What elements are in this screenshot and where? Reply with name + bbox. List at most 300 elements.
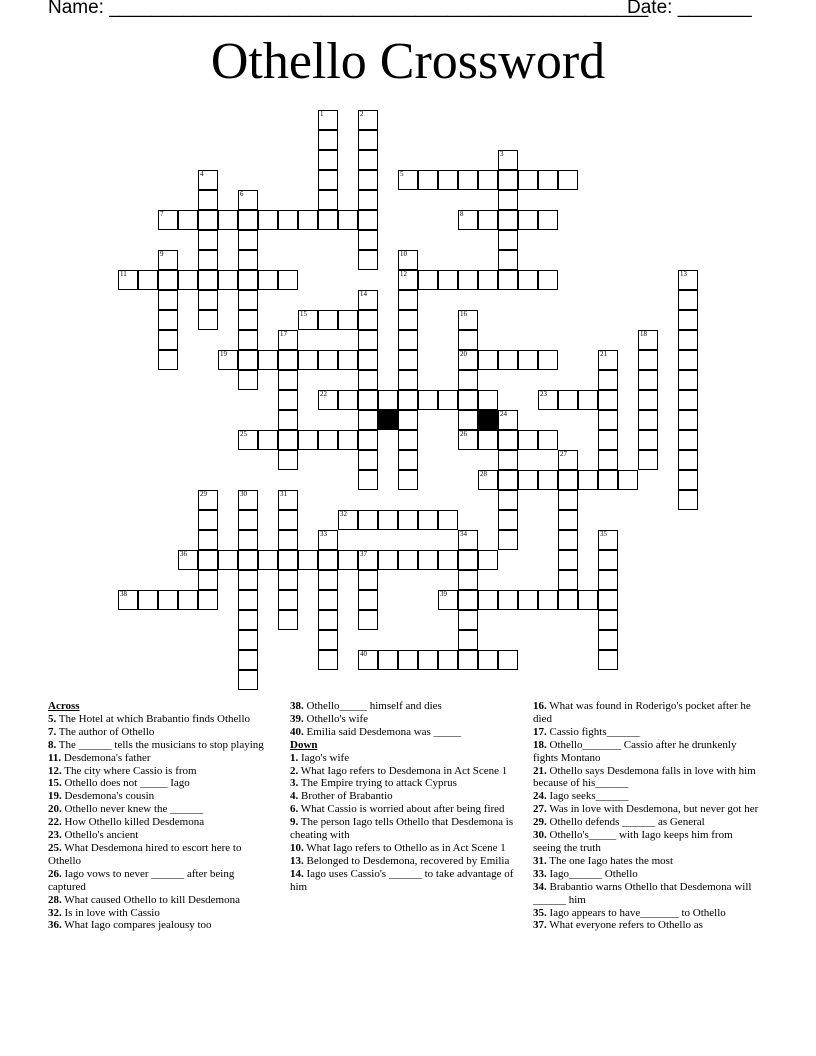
clue-number-label: 10. bbox=[290, 841, 304, 854]
grid-cell[interactable] bbox=[418, 390, 438, 410]
grid-cell[interactable] bbox=[278, 210, 298, 230]
grid-cell[interactable] bbox=[358, 450, 378, 470]
grid-cell[interactable] bbox=[118, 590, 138, 610]
grid-cell[interactable] bbox=[598, 530, 618, 550]
grid-cell[interactable] bbox=[198, 170, 218, 190]
grid-cell[interactable] bbox=[678, 270, 698, 290]
grid-cell[interactable] bbox=[258, 350, 278, 370]
grid-cell[interactable] bbox=[478, 350, 498, 370]
clue-item bbox=[48, 713, 273, 726]
clue-text: The ______ tells the musicians to stop playing bbox=[56, 738, 264, 751]
grid-cell[interactable] bbox=[558, 170, 578, 190]
grid-cell[interactable] bbox=[158, 270, 178, 290]
grid-cell[interactable] bbox=[318, 390, 338, 410]
grid-cell[interactable] bbox=[438, 510, 458, 530]
grid-cell[interactable] bbox=[458, 430, 478, 450]
grid-cell[interactable] bbox=[458, 370, 478, 390]
grid-cell[interactable] bbox=[458, 310, 478, 330]
grid-cell[interactable] bbox=[558, 470, 578, 490]
grid-cell[interactable] bbox=[398, 170, 418, 190]
clue-item bbox=[533, 790, 763, 803]
grid-cell[interactable] bbox=[358, 290, 378, 310]
grid-cell[interactable] bbox=[558, 490, 578, 510]
grid-cell[interactable] bbox=[598, 570, 618, 590]
grid-cell[interactable] bbox=[358, 350, 378, 370]
grid-cell[interactable] bbox=[158, 250, 178, 270]
grid-cell[interactable] bbox=[498, 150, 518, 170]
grid-cell[interactable] bbox=[538, 350, 558, 370]
grid-cell[interactable] bbox=[418, 650, 438, 670]
grid-cell[interactable] bbox=[538, 470, 558, 490]
grid-cell[interactable] bbox=[458, 410, 478, 430]
grid-cell[interactable] bbox=[318, 650, 338, 670]
grid-cell[interactable] bbox=[678, 390, 698, 410]
grid-cell[interactable] bbox=[498, 510, 518, 530]
grid-cell[interactable] bbox=[538, 270, 558, 290]
grid-cell[interactable] bbox=[238, 570, 258, 590]
grid-cell[interactable] bbox=[618, 470, 638, 490]
grid-cell[interactable] bbox=[398, 550, 418, 570]
grid-cell[interactable] bbox=[158, 590, 178, 610]
grid-cell[interactable] bbox=[278, 410, 298, 430]
grid-cell[interactable] bbox=[518, 430, 538, 450]
grid-cell[interactable] bbox=[278, 490, 298, 510]
grid-cell[interactable] bbox=[378, 650, 398, 670]
grid-cell[interactable] bbox=[498, 450, 518, 470]
grid-cell[interactable] bbox=[278, 550, 298, 570]
grid-cell[interactable] bbox=[238, 610, 258, 630]
clue-text: Othello_______ Cassio after he drunkenly fights Montano bbox=[533, 738, 737, 764]
grid-cell[interactable] bbox=[678, 330, 698, 350]
grid-cell[interactable] bbox=[318, 170, 338, 190]
grid-cell[interactable] bbox=[598, 550, 618, 570]
grid-cell[interactable] bbox=[598, 410, 618, 430]
grid-cell[interactable] bbox=[538, 430, 558, 450]
grid-cell[interactable] bbox=[278, 350, 298, 370]
grid-cell[interactable] bbox=[518, 170, 538, 190]
grid-cell[interactable] bbox=[458, 170, 478, 190]
grid-cell[interactable] bbox=[538, 590, 558, 610]
grid-cell[interactable] bbox=[198, 530, 218, 550]
grid-cell[interactable] bbox=[198, 310, 218, 330]
grid-cell[interactable] bbox=[598, 650, 618, 670]
grid-cell[interactable] bbox=[678, 350, 698, 370]
grid-cell[interactable] bbox=[358, 110, 378, 130]
grid-cell[interactable] bbox=[458, 530, 478, 550]
grid-cell[interactable] bbox=[558, 390, 578, 410]
grid-cell[interactable] bbox=[478, 390, 498, 410]
grid-cell[interactable] bbox=[438, 590, 458, 610]
black-square bbox=[478, 410, 498, 430]
grid-cell[interactable] bbox=[258, 430, 278, 450]
clue-number: 29 bbox=[200, 490, 207, 498]
grid-cell[interactable] bbox=[558, 450, 578, 470]
grid-cell[interactable] bbox=[478, 650, 498, 670]
grid-cell[interactable] bbox=[438, 650, 458, 670]
grid-cell[interactable] bbox=[538, 210, 558, 230]
grid-cell[interactable] bbox=[638, 410, 658, 430]
grid-cell[interactable] bbox=[358, 150, 378, 170]
grid-cell[interactable] bbox=[358, 510, 378, 530]
grid-cell[interactable] bbox=[318, 430, 338, 450]
grid-cell[interactable] bbox=[358, 370, 378, 390]
grid-cell[interactable] bbox=[538, 390, 558, 410]
grid-cell[interactable] bbox=[458, 350, 478, 370]
grid-cell[interactable] bbox=[398, 330, 418, 350]
grid-cell[interactable] bbox=[418, 270, 438, 290]
grid-cell[interactable] bbox=[598, 590, 618, 610]
across-heading: Across bbox=[48, 700, 80, 712]
grid-cell[interactable] bbox=[238, 550, 258, 570]
grid-cell[interactable] bbox=[298, 550, 318, 570]
clue-number: 37 bbox=[360, 550, 367, 558]
grid-cell[interactable] bbox=[358, 610, 378, 630]
grid-cell[interactable] bbox=[318, 610, 338, 630]
grid-cell[interactable] bbox=[158, 330, 178, 350]
grid-cell[interactable] bbox=[138, 590, 158, 610]
grid-cell[interactable] bbox=[538, 170, 558, 190]
grid-cell[interactable] bbox=[298, 430, 318, 450]
clue-number: 17 bbox=[280, 330, 287, 338]
grid-cell[interactable] bbox=[478, 550, 498, 570]
grid-cell[interactable] bbox=[378, 550, 398, 570]
grid-cell[interactable] bbox=[158, 310, 178, 330]
grid-cell[interactable] bbox=[238, 350, 258, 370]
grid-cell[interactable] bbox=[518, 590, 538, 610]
grid-cell[interactable] bbox=[398, 410, 418, 430]
grid-cell[interactable] bbox=[358, 330, 378, 350]
grid-cell[interactable] bbox=[238, 670, 258, 690]
grid-cell[interactable] bbox=[438, 270, 458, 290]
grid-cell[interactable] bbox=[498, 270, 518, 290]
grid-cell[interactable] bbox=[478, 210, 498, 230]
grid-cell[interactable] bbox=[638, 350, 658, 370]
grid-cell[interactable] bbox=[678, 310, 698, 330]
grid-cell[interactable] bbox=[598, 350, 618, 370]
grid-cell[interactable] bbox=[278, 450, 298, 470]
grid-cell[interactable] bbox=[298, 350, 318, 370]
grid-cell[interactable] bbox=[318, 210, 338, 230]
grid-cell[interactable] bbox=[398, 370, 418, 390]
grid-cell[interactable] bbox=[238, 490, 258, 510]
grid-cell[interactable] bbox=[578, 390, 598, 410]
clue-item bbox=[290, 803, 520, 816]
grid-cell[interactable] bbox=[198, 230, 218, 250]
grid-cell[interactable] bbox=[178, 550, 198, 570]
grid-cell[interactable] bbox=[358, 390, 378, 410]
grid-cell[interactable] bbox=[478, 170, 498, 190]
grid-cell[interactable] bbox=[218, 210, 238, 230]
grid-cell[interactable] bbox=[358, 650, 378, 670]
grid-cell[interactable] bbox=[278, 390, 298, 410]
grid-cell[interactable] bbox=[278, 530, 298, 550]
grid-cell[interactable] bbox=[238, 310, 258, 330]
grid-cell[interactable] bbox=[458, 590, 478, 610]
grid-cell[interactable] bbox=[318, 550, 338, 570]
grid-cell[interactable] bbox=[458, 570, 478, 590]
grid-cell[interactable] bbox=[358, 250, 378, 270]
grid-cell[interactable] bbox=[298, 310, 318, 330]
grid-cell[interactable] bbox=[498, 250, 518, 270]
grid-cell[interactable] bbox=[498, 350, 518, 370]
grid-cell[interactable] bbox=[498, 190, 518, 210]
grid-cell[interactable] bbox=[298, 210, 318, 230]
grid-cell[interactable] bbox=[318, 630, 338, 650]
grid-cell[interactable] bbox=[138, 270, 158, 290]
clue-number: 39 bbox=[440, 590, 447, 598]
grid-cell[interactable] bbox=[598, 450, 618, 470]
grid-cell[interactable] bbox=[558, 550, 578, 570]
grid-cell[interactable] bbox=[278, 610, 298, 630]
grid-cell[interactable] bbox=[158, 290, 178, 310]
grid-cell[interactable] bbox=[318, 130, 338, 150]
grid-cell[interactable] bbox=[238, 370, 258, 390]
grid-cell[interactable] bbox=[438, 170, 458, 190]
clue-item bbox=[290, 777, 520, 790]
grid-cell[interactable] bbox=[338, 390, 358, 410]
grid-cell[interactable] bbox=[338, 550, 358, 570]
grid-cell[interactable] bbox=[458, 210, 478, 230]
grid-cell[interactable] bbox=[178, 210, 198, 230]
grid-cell[interactable] bbox=[398, 470, 418, 490]
grid-cell[interactable] bbox=[258, 210, 278, 230]
grid-cell[interactable] bbox=[498, 470, 518, 490]
grid-cell[interactable] bbox=[558, 530, 578, 550]
grid-cell[interactable] bbox=[598, 470, 618, 490]
clue-number-label: 4. bbox=[290, 790, 299, 803]
grid-cell[interactable] bbox=[478, 270, 498, 290]
grid-cell[interactable] bbox=[198, 550, 218, 570]
grid-cell[interactable] bbox=[318, 530, 338, 550]
grid-cell[interactable] bbox=[498, 490, 518, 510]
clue-text: Othello's wife bbox=[303, 712, 369, 725]
grid-cell[interactable] bbox=[558, 590, 578, 610]
grid-cell[interactable] bbox=[398, 270, 418, 290]
grid-cell[interactable] bbox=[278, 370, 298, 390]
grid-cell[interactable] bbox=[458, 390, 478, 410]
grid-cell[interactable] bbox=[398, 290, 418, 310]
grid-cell[interactable] bbox=[278, 590, 298, 610]
grid-cell[interactable] bbox=[198, 190, 218, 210]
grid-cell[interactable] bbox=[338, 510, 358, 530]
grid-cell[interactable] bbox=[418, 170, 438, 190]
grid-cell[interactable] bbox=[178, 270, 198, 290]
clue-item bbox=[48, 790, 273, 803]
grid-cell[interactable] bbox=[338, 430, 358, 450]
grid-cell[interactable] bbox=[498, 650, 518, 670]
grid-cell[interactable] bbox=[358, 470, 378, 490]
grid-cell[interactable] bbox=[178, 590, 198, 610]
grid-cell[interactable] bbox=[358, 310, 378, 330]
grid-cell[interactable] bbox=[638, 390, 658, 410]
grid-cell[interactable] bbox=[678, 370, 698, 390]
grid-cell[interactable] bbox=[678, 430, 698, 450]
grid-cell[interactable] bbox=[238, 590, 258, 610]
grid-cell[interactable] bbox=[278, 510, 298, 530]
grid-cell[interactable] bbox=[498, 170, 518, 190]
grid-cell[interactable] bbox=[598, 370, 618, 390]
clue-number: 30 bbox=[240, 490, 247, 498]
grid-cell[interactable] bbox=[118, 270, 138, 290]
grid-cell[interactable] bbox=[458, 330, 478, 350]
grid-cell[interactable] bbox=[238, 530, 258, 550]
clue-text: Othello_____ himself and dies bbox=[303, 700, 442, 712]
grid-cell[interactable] bbox=[678, 490, 698, 510]
grid-cell[interactable] bbox=[198, 510, 218, 530]
grid-cell[interactable] bbox=[158, 210, 178, 230]
grid-cell[interactable] bbox=[578, 470, 598, 490]
grid-cell[interactable] bbox=[278, 270, 298, 290]
grid-cell[interactable] bbox=[198, 250, 218, 270]
clue-number: 40 bbox=[360, 650, 367, 658]
grid-cell[interactable] bbox=[158, 350, 178, 370]
grid-cell[interactable] bbox=[238, 210, 258, 230]
grid-cell[interactable] bbox=[498, 210, 518, 230]
grid-cell[interactable] bbox=[638, 430, 658, 450]
grid-cell[interactable] bbox=[278, 430, 298, 450]
grid-cell[interactable] bbox=[478, 430, 498, 450]
grid-cell[interactable] bbox=[358, 590, 378, 610]
grid-cell[interactable] bbox=[558, 570, 578, 590]
grid-cell[interactable] bbox=[498, 230, 518, 250]
grid-cell[interactable] bbox=[398, 430, 418, 450]
grid-cell[interactable] bbox=[518, 270, 538, 290]
grid-cell[interactable] bbox=[278, 330, 298, 350]
grid-cell[interactable] bbox=[318, 190, 338, 210]
grid-cell[interactable] bbox=[438, 390, 458, 410]
grid-cell[interactable] bbox=[238, 650, 258, 670]
grid-cell[interactable] bbox=[238, 290, 258, 310]
grid-cell[interactable] bbox=[338, 310, 358, 330]
grid-cell[interactable] bbox=[318, 570, 338, 590]
grid-cell[interactable] bbox=[358, 410, 378, 430]
grid-cell[interactable] bbox=[238, 330, 258, 350]
grid-cell[interactable] bbox=[458, 610, 478, 630]
grid-cell[interactable] bbox=[398, 310, 418, 330]
grid-cell[interactable] bbox=[458, 270, 478, 290]
grid-cell[interactable] bbox=[198, 210, 218, 230]
grid-cell[interactable] bbox=[518, 210, 538, 230]
grid-cell[interactable] bbox=[358, 550, 378, 570]
clue-number: 19 bbox=[220, 350, 227, 358]
grid-cell[interactable] bbox=[498, 530, 518, 550]
grid-cell[interactable] bbox=[198, 590, 218, 610]
grid-cell[interactable] bbox=[318, 590, 338, 610]
grid-cell[interactable] bbox=[358, 130, 378, 150]
grid-cell[interactable] bbox=[198, 490, 218, 510]
grid-cell[interactable] bbox=[398, 390, 418, 410]
grid-cell[interactable] bbox=[398, 650, 418, 670]
grid-cell[interactable] bbox=[498, 430, 518, 450]
grid-cell[interactable] bbox=[318, 110, 338, 130]
grid-cell[interactable] bbox=[678, 290, 698, 310]
page-title: Othello Crossword bbox=[210, 33, 606, 90]
grid-cell[interactable] bbox=[358, 230, 378, 250]
clue-number: 5 bbox=[400, 170, 404, 178]
name-field[interactable]: Name: ___________________________________________________ bbox=[48, 0, 649, 18]
grid-cell[interactable] bbox=[678, 410, 698, 430]
clue-text: What was found in Roderigo's pocket after he died bbox=[533, 700, 751, 725]
grid-cell[interactable] bbox=[358, 570, 378, 590]
grid-cell[interactable] bbox=[238, 250, 258, 270]
grid-cell[interactable] bbox=[198, 270, 218, 290]
grid-cell[interactable] bbox=[258, 270, 278, 290]
grid-cell[interactable] bbox=[458, 650, 478, 670]
grid-cell[interactable] bbox=[678, 470, 698, 490]
grid-cell[interactable] bbox=[278, 570, 298, 590]
grid-cell[interactable] bbox=[518, 350, 538, 370]
grid-cell[interactable] bbox=[478, 590, 498, 610]
clue-number: 33 bbox=[320, 530, 327, 538]
grid-cell[interactable] bbox=[358, 170, 378, 190]
grid-cell[interactable] bbox=[598, 630, 618, 650]
grid-cell[interactable] bbox=[258, 550, 278, 570]
grid-cell[interactable] bbox=[398, 350, 418, 370]
grid-cell[interactable] bbox=[198, 290, 218, 310]
grid-cell[interactable] bbox=[418, 550, 438, 570]
grid-cell[interactable] bbox=[238, 230, 258, 250]
clue-item bbox=[290, 855, 520, 868]
clue-number: 25 bbox=[240, 430, 247, 438]
clue-number-label: 25. bbox=[48, 841, 62, 854]
clue-number-label: 38. bbox=[290, 700, 304, 712]
grid-cell[interactable] bbox=[218, 270, 238, 290]
grid-cell[interactable] bbox=[238, 190, 258, 210]
grid-cell[interactable] bbox=[338, 350, 358, 370]
clue-number-label: 18. bbox=[533, 738, 547, 751]
date-field[interactable]: Date: _______ bbox=[627, 0, 752, 18]
grid-cell[interactable] bbox=[218, 550, 238, 570]
grid-cell[interactable] bbox=[338, 210, 358, 230]
grid-cell[interactable] bbox=[678, 450, 698, 470]
grid-cell[interactable] bbox=[418, 510, 438, 530]
grid-cell[interactable] bbox=[378, 390, 398, 410]
grid-cell[interactable] bbox=[238, 270, 258, 290]
grid-cell[interactable] bbox=[638, 450, 658, 470]
grid-cell[interactable] bbox=[498, 590, 518, 610]
grid-cell[interactable] bbox=[518, 470, 538, 490]
grid-cell[interactable] bbox=[398, 510, 418, 530]
grid-cell[interactable] bbox=[198, 570, 218, 590]
grid-cell[interactable] bbox=[598, 390, 618, 410]
grid-cell[interactable] bbox=[358, 210, 378, 230]
grid-cell[interactable] bbox=[438, 550, 458, 570]
grid-cell[interactable] bbox=[598, 610, 618, 630]
clue-number-label: 6. bbox=[290, 803, 299, 816]
grid-cell[interactable] bbox=[318, 150, 338, 170]
grid-cell[interactable] bbox=[458, 630, 478, 650]
grid-cell[interactable] bbox=[398, 250, 418, 270]
grid-cell[interactable] bbox=[358, 430, 378, 450]
grid-cell[interactable] bbox=[558, 510, 578, 530]
grid-cell[interactable] bbox=[598, 430, 618, 450]
grid-cell[interactable] bbox=[238, 630, 258, 650]
grid-cell[interactable] bbox=[638, 370, 658, 390]
grid-cell[interactable] bbox=[478, 470, 498, 490]
grid-cell[interactable] bbox=[358, 190, 378, 210]
grid-cell[interactable] bbox=[398, 450, 418, 470]
grid-cell[interactable] bbox=[238, 510, 258, 530]
grid-cell[interactable] bbox=[638, 330, 658, 350]
grid-cell[interactable] bbox=[318, 350, 338, 370]
grid-cell[interactable] bbox=[378, 510, 398, 530]
grid-cell[interactable] bbox=[238, 430, 258, 450]
grid-cell[interactable] bbox=[318, 310, 338, 330]
grid-cell[interactable] bbox=[578, 590, 598, 610]
grid-cell[interactable] bbox=[458, 550, 478, 570]
grid-cell[interactable] bbox=[498, 410, 518, 430]
grid-cell[interactable] bbox=[218, 350, 238, 370]
